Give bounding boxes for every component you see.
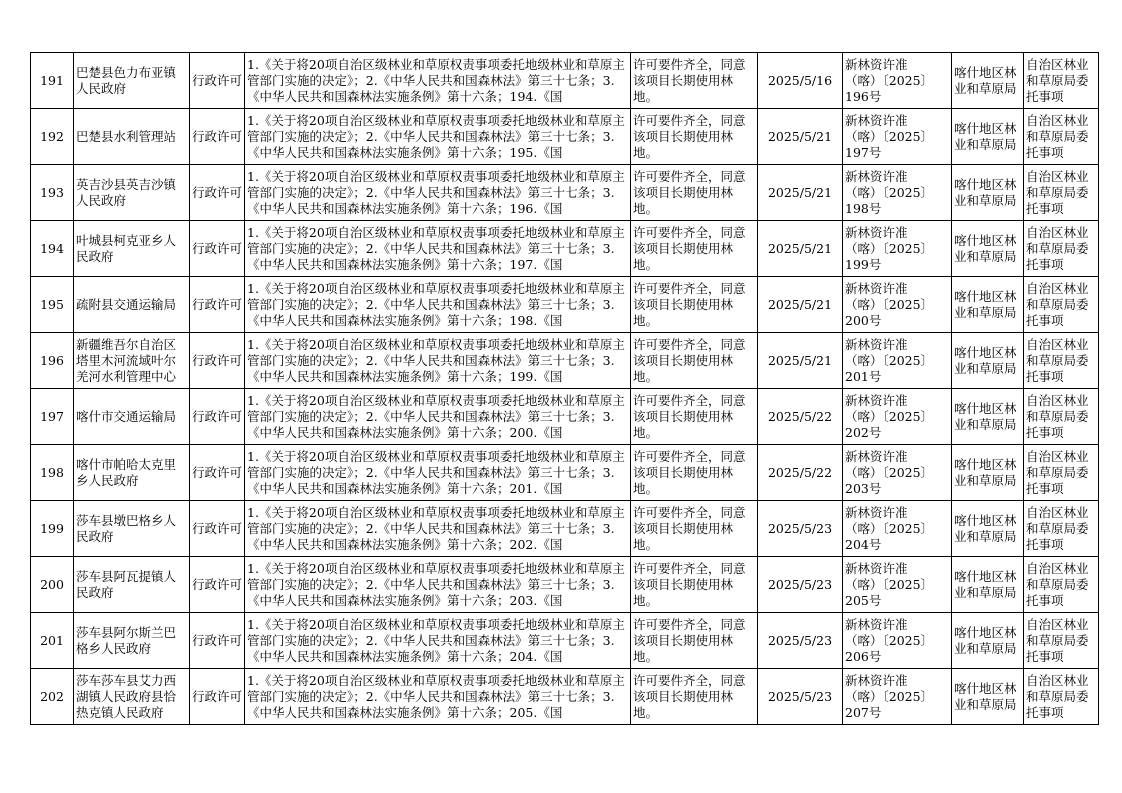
legal-basis-text: 1.《关于将20项自治区级林业和草原权责事项委托地级林业和草原主管部门实施的决定》；2.《中华人民共和国森林法》第三十七条；3.《中华人民共和国森林法实施条例》第十六条；199.《国 (247, 336, 625, 384)
decision-result (631, 333, 758, 389)
license-type-text: 行政许可 (192, 240, 242, 256)
document-number-part: 197号 (845, 144, 882, 160)
issuing-authority-text: 喀什地区林业和草原局 (954, 344, 1017, 376)
applicant-name-text: 喀什市帕哈太克里乡人民政府 (76, 456, 177, 488)
legal-basis-text: 1.《关于将20项自治区级林业和草原权责事项委托地级林业和草原主管部门实施的决定》；2.《中华人民共和国森林法》第三十七条；3.《中华人民共和国森林法实施条例》第十六条；194.《国 (247, 56, 625, 104)
applicant-name (74, 333, 190, 389)
remarks-text: 自治区林业和草原局委托事项 (1026, 672, 1089, 720)
legal-basis (245, 501, 631, 557)
legal-basis-text: 1.《关于将20项自治区级林业和草原权责事项委托地级林业和草原主管部门实施的决定》；2.《中华人民共和国森林法》第三十七条；3.《中华人民共和国森林法实施条例》第十六条；204.《国 (247, 616, 625, 664)
document-number-part: 新林资许准 (845, 336, 908, 352)
remarks-text: 自治区林业和草原局委托事项 (1026, 168, 1089, 216)
document-number (843, 109, 952, 165)
document-number-text (845, 57, 949, 105)
decision-result-text: 许可要件齐全，同意该项目长期使用林地。 (633, 336, 746, 384)
document-number-part: 新林资许准 (845, 280, 908, 296)
document-number (843, 53, 952, 109)
license-type-text: 行政许可 (192, 576, 242, 592)
decision-result (631, 389, 758, 445)
issuing-authority (952, 333, 1024, 389)
issuing-authority-text: 喀什地区林业和草原局 (954, 176, 1017, 208)
license-type-text: 行政许可 (192, 464, 242, 480)
issuing-authority (952, 501, 1024, 557)
license-type (190, 445, 245, 501)
document-number (843, 445, 952, 501)
row-number (31, 109, 74, 165)
legal-basis-text: 1.《关于将20项自治区级林业和草原权责事项委托地级林业和草原主管部门实施的决定》；2.《中华人民共和国森林法》第三十七条；3.《中华人民共和国森林法实施条例》第十六条；198.《国 (247, 280, 625, 328)
legal-basis-text: 1.《关于将20项自治区级林业和草原权责事项委托地级林业和草原主管部门实施的决定》；2.《中华人民共和国森林法》第三十七条；3.《中华人民共和国森林法实施条例》第十六条；200.《国 (247, 392, 625, 440)
legal-basis (245, 277, 631, 333)
issuing-authority-text: 喀什地区林业和草原局 (954, 288, 1017, 320)
document-number-text (845, 449, 949, 497)
issuing-authority-text: 喀什地区林业和草原局 (954, 64, 1017, 96)
row-number (31, 669, 74, 725)
remarks (1024, 389, 1099, 445)
applicant-name-text: 叶城县柯克亚乡人民政府 (76, 232, 177, 264)
decision-date (758, 277, 843, 333)
decision-result-text: 许可要件齐全，同意该项目长期使用林地。 (633, 560, 746, 608)
decision-date-text: 2025/5/21 (767, 240, 833, 256)
document-number-part: 202号 (845, 424, 882, 440)
issuing-authority-text: 喀什地区林业和草原局 (954, 568, 1017, 600)
document-number (843, 389, 952, 445)
row-number-text: 195 (40, 296, 64, 312)
document-number-text (845, 617, 949, 665)
remarks-text: 自治区林业和草原局委托事项 (1026, 560, 1089, 608)
row-number-text: 200 (40, 576, 64, 592)
row-number (31, 165, 74, 221)
remarks (1024, 221, 1099, 277)
decision-date-text: 2025/5/23 (767, 520, 833, 536)
document-number-text (845, 505, 949, 553)
license-type-text: 行政许可 (192, 688, 242, 704)
remarks (1024, 165, 1099, 221)
document-number-part: （喀）〔2025〕 (845, 688, 934, 704)
document-number-text (845, 673, 949, 721)
issuing-authority (952, 557, 1024, 613)
table-row (31, 277, 1099, 333)
decision-result (631, 221, 758, 277)
applicant-name (74, 109, 190, 165)
decision-result (631, 445, 758, 501)
decision-date-text: 2025/5/23 (767, 688, 833, 704)
decision-date (758, 613, 843, 669)
decision-date-text: 2025/5/22 (767, 464, 833, 480)
issuing-authority-text: 喀什地区林业和草原局 (954, 456, 1017, 488)
decision-result (631, 669, 758, 725)
decision-date-text: 2025/5/21 (767, 128, 833, 144)
applicant-name-text: 喀什市交通运输局 (76, 408, 177, 424)
applicant-name (74, 613, 190, 669)
applicant-name-text: 莎车县墩巴格乡人民政府 (76, 512, 177, 544)
applicant-name-text: 疏附县交通运输局 (76, 296, 177, 312)
document-number-part: 204号 (845, 536, 882, 552)
decision-result-text: 许可要件齐全，同意该项目长期使用林地。 (633, 672, 746, 720)
legal-basis (245, 221, 631, 277)
decision-result (631, 165, 758, 221)
applicant-name (74, 53, 190, 109)
decision-date (758, 53, 843, 109)
document-number-part: 新林资许准 (845, 616, 908, 632)
remarks-text: 自治区林业和草原局委托事项 (1026, 616, 1089, 664)
license-type (190, 53, 245, 109)
table-row (31, 501, 1099, 557)
table-row (31, 165, 1099, 221)
remarks (1024, 613, 1099, 669)
issuing-authority-text: 喀什地区林业和草原局 (954, 232, 1017, 264)
document-number-text (845, 225, 949, 273)
row-number-text: 193 (40, 184, 64, 200)
table-row (31, 557, 1099, 613)
license-type (190, 557, 245, 613)
applicant-name-text: 新疆维吾尔自治区塔里木河流域叶尔羌河水利管理中心 (76, 336, 177, 384)
decision-date-text: 2025/5/23 (767, 576, 833, 592)
decision-date (758, 557, 843, 613)
row-number-text: 197 (40, 408, 64, 424)
issuing-authority-text: 喀什地区林业和草原局 (954, 400, 1017, 432)
license-type (190, 109, 245, 165)
applicant-name-text: 莎车县阿瓦提镇人民政府 (76, 568, 177, 600)
applicant-name-text: 莎车莎车县艾力西湖镇人民政府县恰热克镇人民政府 (76, 672, 177, 720)
remarks-text: 自治区林业和草原局委托事项 (1026, 448, 1089, 496)
document-number-part: 199号 (845, 256, 882, 272)
document-number-part: 201号 (845, 368, 882, 384)
remarks-text: 自治区林业和草原局委托事项 (1026, 280, 1089, 328)
license-type (190, 389, 245, 445)
license-type-text: 行政许可 (192, 632, 242, 648)
decision-date-text: 2025/5/21 (767, 184, 833, 200)
remarks (1024, 501, 1099, 557)
decision-result-text: 许可要件齐全，同意该项目长期使用林地。 (633, 280, 746, 328)
legal-basis (245, 557, 631, 613)
document-number-part: （喀）〔2025〕 (845, 184, 934, 200)
decision-date (758, 221, 843, 277)
remarks (1024, 445, 1099, 501)
document-number-part: 新林资许准 (845, 392, 908, 408)
license-type-text: 行政许可 (192, 520, 242, 536)
remarks-text: 自治区林业和草原局委托事项 (1026, 56, 1089, 104)
issuing-authority (952, 53, 1024, 109)
decision-result-text: 许可要件齐全，同意该项目长期使用林地。 (633, 392, 746, 440)
row-number (31, 613, 74, 669)
document-number-part: （喀）〔2025〕 (845, 240, 934, 256)
legal-basis (245, 669, 631, 725)
document-number-part: 新林资许准 (845, 56, 908, 72)
remarks-text: 自治区林业和草原局委托事项 (1026, 504, 1089, 552)
document-number-part: （喀）〔2025〕 (845, 520, 934, 536)
applicant-name (74, 445, 190, 501)
applicant-name (74, 277, 190, 333)
decision-date-text: 2025/5/22 (767, 408, 833, 424)
legal-basis (245, 613, 631, 669)
row-number-text: 201 (40, 632, 64, 648)
table-row (31, 669, 1099, 725)
document-number-part: 196号 (845, 88, 882, 104)
remarks (1024, 333, 1099, 389)
license-type (190, 669, 245, 725)
license-type-text: 行政许可 (192, 128, 242, 144)
document-number-text (845, 561, 949, 609)
row-number-text: 199 (40, 520, 64, 536)
remarks-text: 自治区林业和草原局委托事项 (1026, 392, 1089, 440)
document-number (843, 501, 952, 557)
row-number (31, 277, 74, 333)
issuing-authority (952, 669, 1024, 725)
issuing-authority (952, 389, 1024, 445)
remarks-text: 自治区林业和草原局委托事项 (1026, 112, 1089, 160)
issuing-authority-text: 喀什地区林业和草原局 (954, 624, 1017, 656)
document-number-part: 205号 (845, 592, 882, 608)
document-number-part: （喀）〔2025〕 (845, 408, 934, 424)
decision-result (631, 53, 758, 109)
table-row (31, 445, 1099, 501)
license-type-text: 行政许可 (192, 72, 242, 88)
row-number (31, 557, 74, 613)
row-number-text: 191 (40, 72, 64, 88)
applicant-name-text: 巴楚县色力布亚镇人民政府 (76, 64, 177, 96)
document-number-part: 新林资许准 (845, 560, 908, 576)
document-number-part: 203号 (845, 480, 882, 496)
document-number-text (845, 393, 949, 441)
row-number-text: 196 (40, 352, 64, 368)
remarks (1024, 109, 1099, 165)
document-number-part: （喀）〔2025〕 (845, 128, 934, 144)
legal-basis-text: 1.《关于将20项自治区级林业和草原权责事项委托地级林业和草原主管部门实施的决定》；2.《中华人民共和国森林法》第三十七条；3.《中华人民共和国森林法实施条例》第十六条；202.《国 (247, 504, 625, 552)
row-number-text: 198 (40, 464, 64, 480)
legal-basis (245, 165, 631, 221)
applicant-name (74, 669, 190, 725)
issuing-authority (952, 613, 1024, 669)
decision-result-text: 许可要件齐全，同意该项目长期使用林地。 (633, 616, 746, 664)
remarks (1024, 53, 1099, 109)
legal-basis (245, 53, 631, 109)
license-type (190, 501, 245, 557)
issuing-authority (952, 109, 1024, 165)
table-row (31, 389, 1099, 445)
applicant-name-text: 巴楚县水利管理站 (76, 128, 177, 144)
row-number (31, 389, 74, 445)
license-table (30, 52, 1099, 725)
document-number-part: （喀）〔2025〕 (845, 352, 934, 368)
document-number-text (845, 337, 949, 385)
document-number (843, 165, 952, 221)
decision-date (758, 501, 843, 557)
issuing-authority-text: 喀什地区林业和草原局 (954, 680, 1017, 712)
license-type (190, 221, 245, 277)
document-number-part: 198号 (845, 200, 882, 216)
document-number-part: 新林资许准 (845, 112, 908, 128)
decision-result-text: 许可要件齐全，同意该项目长期使用林地。 (633, 224, 746, 272)
decision-result-text: 许可要件齐全，同意该项目长期使用林地。 (633, 112, 746, 160)
document-number-part: 新林资许准 (845, 224, 908, 240)
document-number (843, 557, 952, 613)
row-number-text: 194 (40, 240, 64, 256)
license-type-text: 行政许可 (192, 408, 242, 424)
applicant-name (74, 389, 190, 445)
document-number-text (845, 169, 949, 217)
document-number-part: （喀）〔2025〕 (845, 72, 934, 88)
license-type (190, 165, 245, 221)
applicant-name (74, 165, 190, 221)
document-number-text (845, 113, 949, 161)
issuing-authority-text: 喀什地区林业和草原局 (954, 512, 1017, 544)
table-body (31, 53, 1099, 725)
row-number (31, 445, 74, 501)
decision-date-text: 2025/5/16 (767, 72, 833, 88)
document-number-text (845, 281, 949, 329)
remarks-text: 自治区林业和草原局委托事项 (1026, 224, 1089, 272)
decision-date (758, 445, 843, 501)
row-number (31, 333, 74, 389)
issuing-authority (952, 277, 1024, 333)
document-number (843, 669, 952, 725)
document-number-part: （喀）〔2025〕 (845, 296, 934, 312)
remarks-text: 自治区林业和草原局委托事项 (1026, 336, 1089, 384)
decision-date-text: 2025/5/21 (767, 352, 833, 368)
table-row (31, 109, 1099, 165)
document-number-part: （喀）〔2025〕 (845, 632, 934, 648)
decision-result (631, 277, 758, 333)
table-row (31, 221, 1099, 277)
remarks (1024, 669, 1099, 725)
legal-basis-text: 1.《关于将20项自治区级林业和草原权责事项委托地级林业和草原主管部门实施的决定》；2.《中华人民共和国森林法》第三十七条；3.《中华人民共和国森林法实施条例》第十六条；203.《国 (247, 560, 625, 608)
document-number-part: 新林资许准 (845, 672, 908, 688)
applicant-name (74, 221, 190, 277)
document-number (843, 277, 952, 333)
legal-basis (245, 445, 631, 501)
issuing-authority (952, 221, 1024, 277)
document-number-part: 206号 (845, 648, 882, 664)
decision-result-text: 许可要件齐全，同意该项目长期使用林地。 (633, 56, 746, 104)
decision-result-text: 许可要件齐全，同意该项目长期使用林地。 (633, 168, 746, 216)
decision-date (758, 109, 843, 165)
document-number-part: 新林资许准 (845, 448, 908, 464)
document-number (843, 221, 952, 277)
license-type (190, 277, 245, 333)
row-number (31, 221, 74, 277)
decision-result (631, 109, 758, 165)
issuing-authority-text: 喀什地区林业和草原局 (954, 120, 1017, 152)
row-number-text: 192 (40, 128, 64, 144)
document-number-part: 200号 (845, 312, 882, 328)
decision-result-text: 许可要件齐全，同意该项目长期使用林地。 (633, 448, 746, 496)
row-number-text: 202 (40, 688, 64, 704)
decision-date (758, 165, 843, 221)
table-row (31, 613, 1099, 669)
license-type-text: 行政许可 (192, 296, 242, 312)
decision-date-text: 2025/5/21 (767, 296, 833, 312)
license-type (190, 613, 245, 669)
license-type-text: 行政许可 (192, 352, 242, 368)
decision-result-text: 许可要件齐全，同意该项目长期使用林地。 (633, 504, 746, 552)
legal-basis-text: 1.《关于将20项自治区级林业和草原权责事项委托地级林业和草原主管部门实施的决定》；2.《中华人民共和国森林法》第三十七条；3.《中华人民共和国森林法实施条例》第十六条；201.《国 (247, 448, 625, 496)
table-row (31, 333, 1099, 389)
license-type (190, 333, 245, 389)
remarks (1024, 557, 1099, 613)
row-number (31, 501, 74, 557)
decision-date (758, 389, 843, 445)
document-number (843, 613, 952, 669)
legal-basis-text: 1.《关于将20项自治区级林业和草原权责事项委托地级林业和草原主管部门实施的决定》；2.《中华人民共和国森林法》第三十七条；3.《中华人民共和国森林法实施条例》第十六条；195.《国 (247, 112, 625, 160)
remarks (1024, 277, 1099, 333)
document-number (843, 333, 952, 389)
document-number-part: 新林资许准 (845, 504, 908, 520)
decision-result (631, 557, 758, 613)
document-number-part: 新林资许准 (845, 168, 908, 184)
applicant-name-text: 英吉沙县英吉沙镇人民政府 (76, 176, 177, 208)
applicant-name (74, 501, 190, 557)
applicant-name-text: 莎车县阿尔斯兰巴格乡人民政府 (76, 624, 177, 656)
applicant-name (74, 557, 190, 613)
legal-basis (245, 109, 631, 165)
document-number-part: 207号 (845, 704, 882, 720)
issuing-authority (952, 445, 1024, 501)
legal-basis-text: 1.《关于将20项自治区级林业和草原权责事项委托地级林业和草原主管部门实施的决定》；2.《中华人民共和国森林法》第三十七条；3.《中华人民共和国森林法实施条例》第十六条；196.《国 (247, 168, 625, 216)
decision-result (631, 501, 758, 557)
table-row (31, 53, 1099, 109)
decision-result (631, 613, 758, 669)
decision-date (758, 333, 843, 389)
legal-basis-text: 1.《关于将20项自治区级林业和草原权责事项委托地级林业和草原主管部门实施的决定》；2.《中华人民共和国森林法》第三十七条；3.《中华人民共和国森林法实施条例》第十六条；197.《国 (247, 224, 625, 272)
document-number-part: （喀）〔2025〕 (845, 576, 934, 592)
decision-date (758, 669, 843, 725)
legal-basis (245, 333, 631, 389)
legal-basis (245, 389, 631, 445)
document-number-part: （喀）〔2025〕 (845, 464, 934, 480)
decision-date-text: 2025/5/23 (767, 632, 833, 648)
legal-basis-text: 1.《关于将20项自治区级林业和草原权责事项委托地级林业和草原主管部门实施的决定》；2.《中华人民共和国森林法》第三十七条；3.《中华人民共和国森林法实施条例》第十六条；205.《国 (247, 672, 625, 720)
license-type-text: 行政许可 (192, 184, 242, 200)
row-number (31, 53, 74, 109)
issuing-authority (952, 165, 1024, 221)
